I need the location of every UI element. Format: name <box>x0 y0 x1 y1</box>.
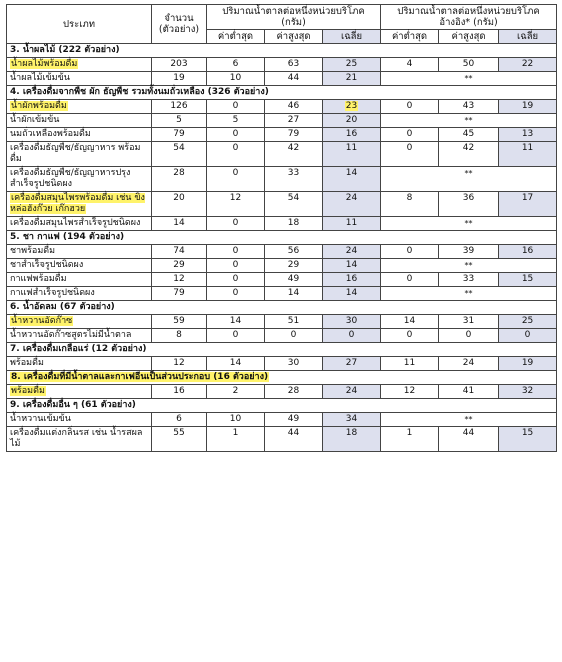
cell-count: 12 <box>152 273 207 287</box>
cell-type <box>7 128 152 142</box>
cell-type <box>7 427 152 452</box>
cell-count: 59 <box>152 315 207 329</box>
header-per-serving: ปริมาณน้ำตาลต่อหนึ่งหน่วยบริโภค (กรัม) <box>207 5 381 30</box>
section-title: 8. เครื่องดื่มที่มีน้ำตาลและกาเฟอีนเป็นส่วนประกอบ (16 ตัวอย่าง) <box>11 372 269 382</box>
table-row <box>7 167 557 192</box>
section-header-row <box>7 44 557 58</box>
table-row <box>7 192 557 217</box>
cell-ref-min: 8 <box>381 192 439 217</box>
cell-serving-min: 0 <box>207 217 265 231</box>
row-label: ชาสำเร็จรูปชนิดผง <box>10 260 84 270</box>
cell-ref-max: 24 <box>439 357 499 371</box>
cell-serving-min: 0 <box>207 128 265 142</box>
cell-ref-avg: 22 <box>499 58 557 72</box>
table-row <box>7 217 557 231</box>
cell-type <box>7 329 152 343</box>
serving-avg-value: 23 <box>345 101 358 111</box>
section-title: 4. เครื่องดื่มจากพืช ผัก ธัญพืช รวมทั้งนมถั่วเหลือง (326 ตัวอย่าง) <box>10 87 269 97</box>
cell-ref-avg: 32 <box>499 385 557 399</box>
table-row <box>7 72 557 86</box>
serving-avg-value: 21 <box>345 73 358 83</box>
cell-serving-avg <box>323 100 381 114</box>
cell-serving-min: 12 <box>207 192 265 217</box>
cell-ref-avg: 25 <box>499 315 557 329</box>
cell-serving-min: 14 <box>207 357 265 371</box>
header-serving-max: ค่าสูงสุด <box>265 30 323 44</box>
cell-ref-merged: ** <box>381 114 557 128</box>
cell-serving-avg <box>323 385 381 399</box>
cell-type <box>7 114 152 128</box>
cell-ref-max: 42 <box>439 142 499 167</box>
cell-count: 19 <box>152 72 207 86</box>
cell-count: 29 <box>152 259 207 273</box>
cell-count: 79 <box>152 287 207 301</box>
cell-serving-avg <box>323 287 381 301</box>
cell-serving-avg <box>323 142 381 167</box>
section-header-row <box>7 231 557 245</box>
table-row <box>7 100 557 114</box>
cell-type <box>7 357 152 371</box>
cell-serving-min: 0 <box>207 329 265 343</box>
row-label: น้ำผลไม้พร้อมดื่ม <box>11 59 78 69</box>
row-label: เครื่องดื่มสมุนไพรสำเร็จรูปชนิดผง <box>10 218 141 228</box>
row-label: นมถั่วเหลืองพร้อมดื่ม <box>10 129 91 139</box>
cell-serving-avg <box>323 259 381 273</box>
row-label: เครื่องดื่มแต่งกลิ่นรส เช่น น้ำรสผลไม้ <box>10 428 143 449</box>
header-ref-avg: เฉลี่ย <box>499 30 557 44</box>
cell-ref-avg: 11 <box>499 142 557 167</box>
row-label: พร้อมดื่ม <box>11 386 45 396</box>
cell-ref-avg: 16 <box>499 245 557 259</box>
cell-ref-max: 33 <box>439 273 499 287</box>
row-label: น้ำผักพร้อมดื่ม <box>11 101 67 111</box>
cell-serving-max: 44 <box>265 72 323 86</box>
header-serving-avg: เฉลี่ย <box>323 30 381 44</box>
cell-count: 5 <box>152 114 207 128</box>
cell-ref-max: 0 <box>439 329 499 343</box>
cell-serving-max: 18 <box>265 217 323 231</box>
cell-serving-min: 10 <box>207 72 265 86</box>
cell-type <box>7 72 152 86</box>
table-row <box>7 142 557 167</box>
table-row <box>7 427 557 452</box>
cell-serving-avg <box>323 357 381 371</box>
table-row <box>7 114 557 128</box>
row-label: เครื่องดื่มสมุนไพรพร้อมดื่ม เช่น ขิง หล่อฮังก๊วย เก๊กฮวย <box>10 193 145 214</box>
cell-count: 12 <box>152 357 207 371</box>
row-label: น้ำหวานเข้มข้น <box>10 414 71 424</box>
serving-avg-value: 34 <box>345 414 358 424</box>
cell-serving-max: 42 <box>265 142 323 167</box>
cell-count: 20 <box>152 192 207 217</box>
cell-ref-avg: 15 <box>499 427 557 452</box>
serving-avg-value: 14 <box>345 260 358 270</box>
row-label: น้ำผลไม้เข้มข้น <box>10 73 70 83</box>
cell-type <box>7 385 152 399</box>
cell-type <box>7 315 152 329</box>
serving-avg-value: 16 <box>345 129 358 139</box>
cell-serving-avg <box>323 273 381 287</box>
cell-serving-max: 49 <box>265 413 323 427</box>
row-label: เครื่องดื่มธัญพืช/ธัญญาหาร พร้อมดื่ม <box>10 143 141 164</box>
cell-ref-min: 4 <box>381 58 439 72</box>
cell-ref-merged: ** <box>381 413 557 427</box>
serving-avg-value: 18 <box>345 428 358 438</box>
cell-type <box>7 142 152 167</box>
cell-ref-max: 36 <box>439 192 499 217</box>
cell-count: 8 <box>152 329 207 343</box>
section-header-row <box>7 86 557 100</box>
serving-avg-value: 30 <box>345 316 358 326</box>
cell-serving-avg <box>323 315 381 329</box>
cell-serving-avg <box>323 167 381 192</box>
table-row <box>7 357 557 371</box>
serving-avg-value: 0 <box>348 330 355 340</box>
cell-type <box>7 192 152 217</box>
cell-serving-max: 30 <box>265 357 323 371</box>
serving-avg-value: 27 <box>345 358 358 368</box>
header-count: จำนวน (ตัวอย่าง) <box>152 5 207 44</box>
cell-serving-avg <box>323 114 381 128</box>
cell-serving-avg <box>323 72 381 86</box>
table-row <box>7 273 557 287</box>
cell-serving-avg <box>323 245 381 259</box>
cell-serving-avg <box>323 329 381 343</box>
cell-serving-min: 0 <box>207 142 265 167</box>
cell-serving-min: 14 <box>207 315 265 329</box>
section-header-row <box>7 399 557 413</box>
cell-ref-merged: ** <box>381 217 557 231</box>
cell-ref-avg: 19 <box>499 357 557 371</box>
cell-ref-min: 12 <box>381 385 439 399</box>
row-label: กาแฟสำเร็จรูปชนิดผง <box>10 288 95 298</box>
cell-count: 28 <box>152 167 207 192</box>
table-row <box>7 287 557 301</box>
cell-ref-max: 41 <box>439 385 499 399</box>
cell-serving-min: 0 <box>207 167 265 192</box>
cell-serving-max: 27 <box>265 114 323 128</box>
cell-count: 16 <box>152 385 207 399</box>
cell-serving-avg <box>323 192 381 217</box>
table-row <box>7 329 557 343</box>
serving-avg-value: 25 <box>345 59 358 69</box>
cell-ref-avg: 15 <box>499 273 557 287</box>
section-title: 7. เครื่องดื่มเกลือแร่ (12 ตัวอย่าง) <box>10 344 147 354</box>
section-title: 5. ชา กาแฟ (194 ตัวอย่าง) <box>10 232 125 242</box>
cell-serving-max: 44 <box>265 427 323 452</box>
row-label: น้ำผักเข้มข้น <box>10 115 60 125</box>
section-title: 9. เครื่องดื่มอื่น ๆ (61 ตัวอย่าง) <box>10 400 136 410</box>
cell-count: 6 <box>152 413 207 427</box>
cell-ref-merged: ** <box>381 72 557 86</box>
cell-serving-max: 14 <box>265 287 323 301</box>
cell-ref-min: 1 <box>381 427 439 452</box>
cell-ref-max: 44 <box>439 427 499 452</box>
cell-type <box>7 217 152 231</box>
serving-avg-value: 24 <box>345 386 358 396</box>
header-serving-min: ค่าต่ำสุด <box>207 30 265 44</box>
cell-ref-avg: 19 <box>499 100 557 114</box>
header-per-reference: ปริมาณน้ำตาลต่อหนึ่งหน่วยบริโภคอ้างอิง* (กรัม) <box>381 5 557 30</box>
serving-avg-value: 11 <box>345 218 358 228</box>
table-body <box>7 44 557 452</box>
cell-serving-avg <box>323 427 381 452</box>
cell-type <box>7 273 152 287</box>
cell-serving-avg <box>323 413 381 427</box>
cell-count: 54 <box>152 142 207 167</box>
cell-ref-min: 0 <box>381 273 439 287</box>
cell-serving-avg <box>323 128 381 142</box>
cell-serving-max: 46 <box>265 100 323 114</box>
cell-ref-avg: 0 <box>499 329 557 343</box>
cell-serving-min: 1 <box>207 427 265 452</box>
cell-serving-max: 33 <box>265 167 323 192</box>
row-label: ชาพร้อมดื่ม <box>10 246 56 256</box>
table-row <box>7 385 557 399</box>
section-header-row <box>7 371 557 385</box>
cell-ref-max: 43 <box>439 100 499 114</box>
section-title: 6. น้ำอัดลม (67 ตัวอย่าง) <box>10 302 115 312</box>
table-row <box>7 245 557 259</box>
serving-avg-value: 24 <box>345 193 358 203</box>
cell-serving-min: 2 <box>207 385 265 399</box>
cell-serving-min: 10 <box>207 413 265 427</box>
serving-avg-value: 16 <box>345 274 358 284</box>
cell-ref-max: 50 <box>439 58 499 72</box>
cell-serving-max: 79 <box>265 128 323 142</box>
sugar-content-table <box>6 4 557 452</box>
table-row <box>7 413 557 427</box>
cell-type <box>7 100 152 114</box>
cell-ref-min: 0 <box>381 245 439 259</box>
row-label: น้ำหวานอัดก๊าซ <box>11 316 73 326</box>
cell-count: 203 <box>152 58 207 72</box>
serving-avg-value: 14 <box>345 168 358 178</box>
cell-ref-merged: ** <box>381 167 557 192</box>
cell-ref-avg: 17 <box>499 192 557 217</box>
row-label: กาแฟพร้อมดื่ม <box>10 274 67 284</box>
serving-avg-value: 14 <box>345 288 358 298</box>
cell-ref-merged: ** <box>381 287 557 301</box>
cell-ref-avg: 13 <box>499 128 557 142</box>
cell-serving-avg <box>323 217 381 231</box>
cell-serving-min: 6 <box>207 58 265 72</box>
cell-serving-max: 0 <box>265 329 323 343</box>
cell-count: 126 <box>152 100 207 114</box>
cell-serving-max: 63 <box>265 58 323 72</box>
cell-count: 74 <box>152 245 207 259</box>
cell-ref-min: 0 <box>381 128 439 142</box>
cell-serving-min: 0 <box>207 100 265 114</box>
header-type: ประเภท <box>7 5 152 44</box>
cell-serving-avg <box>323 58 381 72</box>
header-ref-max: ค่าสูงสุด <box>439 30 499 44</box>
cell-ref-min: 11 <box>381 357 439 371</box>
table-row <box>7 128 557 142</box>
cell-type <box>7 413 152 427</box>
table-row <box>7 58 557 72</box>
cell-serving-max: 29 <box>265 259 323 273</box>
cell-count: 14 <box>152 217 207 231</box>
table-row <box>7 259 557 273</box>
cell-ref-max: 31 <box>439 315 499 329</box>
table-row <box>7 315 557 329</box>
cell-ref-max: 45 <box>439 128 499 142</box>
cell-count: 79 <box>152 128 207 142</box>
cell-ref-min: 0 <box>381 329 439 343</box>
cell-ref-max: 39 <box>439 245 499 259</box>
serving-avg-value: 20 <box>345 115 358 125</box>
row-label: น้ำหวานอัดก๊าซสูตรไม่มีน้ำตาล <box>10 330 132 340</box>
cell-serving-min: 0 <box>207 287 265 301</box>
cell-type <box>7 245 152 259</box>
row-label: พร้อมดื่ม <box>10 358 44 368</box>
cell-serving-max: 54 <box>265 192 323 217</box>
cell-ref-min: 14 <box>381 315 439 329</box>
cell-serving-min: 0 <box>207 273 265 287</box>
cell-type <box>7 259 152 273</box>
header-ref-min: ค่าต่ำสุด <box>381 30 439 44</box>
serving-avg-value: 11 <box>345 143 358 153</box>
cell-serving-min: 5 <box>207 114 265 128</box>
cell-type <box>7 167 152 192</box>
cell-serving-max: 51 <box>265 315 323 329</box>
cell-type <box>7 58 152 72</box>
cell-count: 55 <box>152 427 207 452</box>
section-header-row <box>7 301 557 315</box>
cell-ref-min: 0 <box>381 100 439 114</box>
cell-serving-max: 49 <box>265 273 323 287</box>
cell-ref-min: 0 <box>381 142 439 167</box>
row-label: เครื่องดื่มธัญพืช/ธัญญาหารปรุงสำเร็จรูปชนิดผง <box>10 168 131 189</box>
cell-serving-min: 0 <box>207 245 265 259</box>
cell-serving-max: 56 <box>265 245 323 259</box>
serving-avg-value: 24 <box>345 246 358 256</box>
cell-type <box>7 287 152 301</box>
cell-ref-merged: ** <box>381 259 557 273</box>
cell-serving-max: 28 <box>265 385 323 399</box>
section-header-row <box>7 343 557 357</box>
cell-serving-min: 0 <box>207 259 265 273</box>
section-title: 3. น้ำผลไม้ (222 ตัวอย่าง) <box>10 45 120 55</box>
